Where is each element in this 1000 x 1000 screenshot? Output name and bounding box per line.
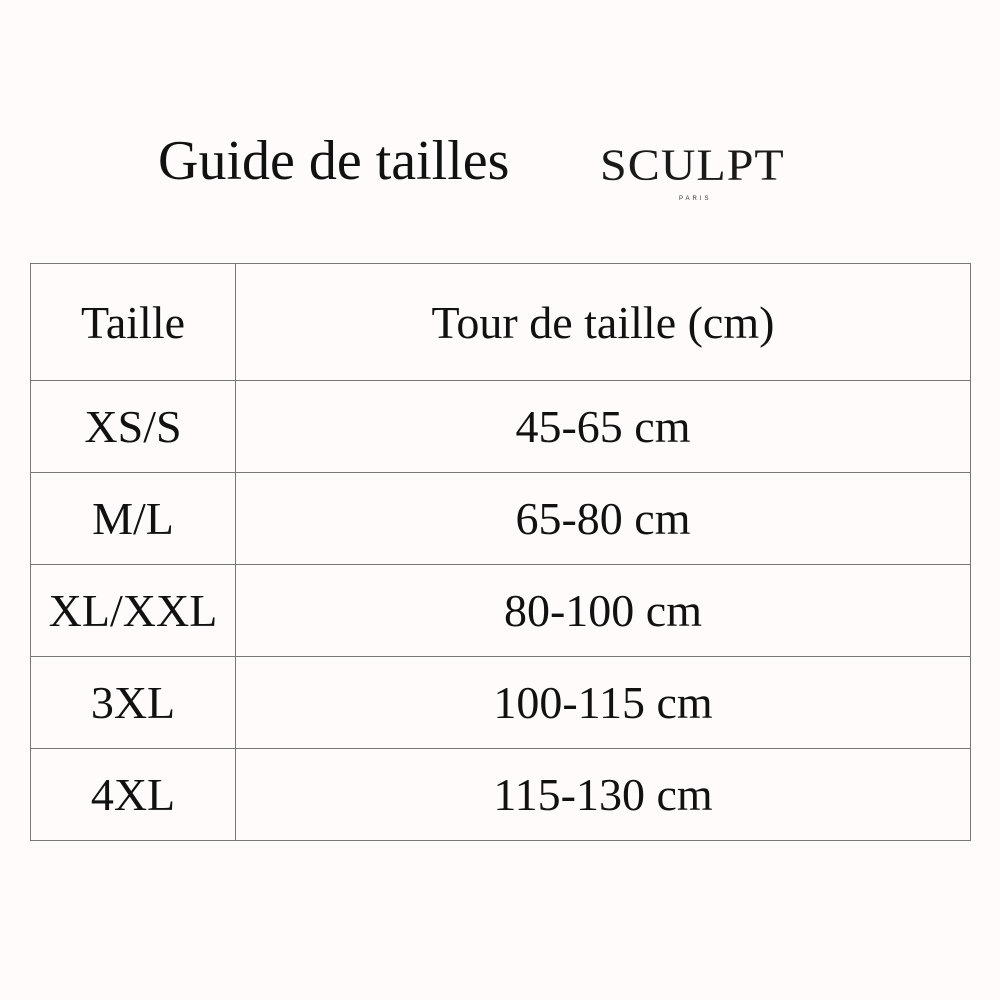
- table-header-row: [31, 264, 971, 381]
- brand-logo-wordmark: SCULPT: [600, 140, 785, 190]
- waist-cell: 45-65 cm: [236, 381, 971, 473]
- size-cell: 4XL: [31, 749, 236, 841]
- waist-cell: 115-130 cm: [236, 749, 971, 841]
- size-cell: 3XL: [31, 657, 236, 749]
- size-cell: M/L: [31, 473, 236, 565]
- brand-logo: [600, 140, 800, 210]
- waist-cell: 65-80 cm: [236, 473, 971, 565]
- column-header-waist: Tour de taille (cm): [236, 264, 971, 381]
- table-row: [31, 381, 971, 473]
- header: [0, 118, 1000, 218]
- size-table: [30, 263, 971, 841]
- table-row: [31, 565, 971, 657]
- waist-cell: 100-115 cm: [236, 657, 971, 749]
- table-row: [31, 749, 971, 841]
- waist-cell: 80-100 cm: [236, 565, 971, 657]
- brand-logo-subtitle: PARIS: [679, 196, 712, 202]
- column-header-size: Taille: [31, 264, 236, 381]
- size-cell: XL/XXL: [31, 565, 236, 657]
- table-row: [31, 657, 971, 749]
- size-cell: XS/S: [31, 381, 236, 473]
- page-title: Guide de tailles: [158, 130, 510, 192]
- table-row: [31, 473, 971, 565]
